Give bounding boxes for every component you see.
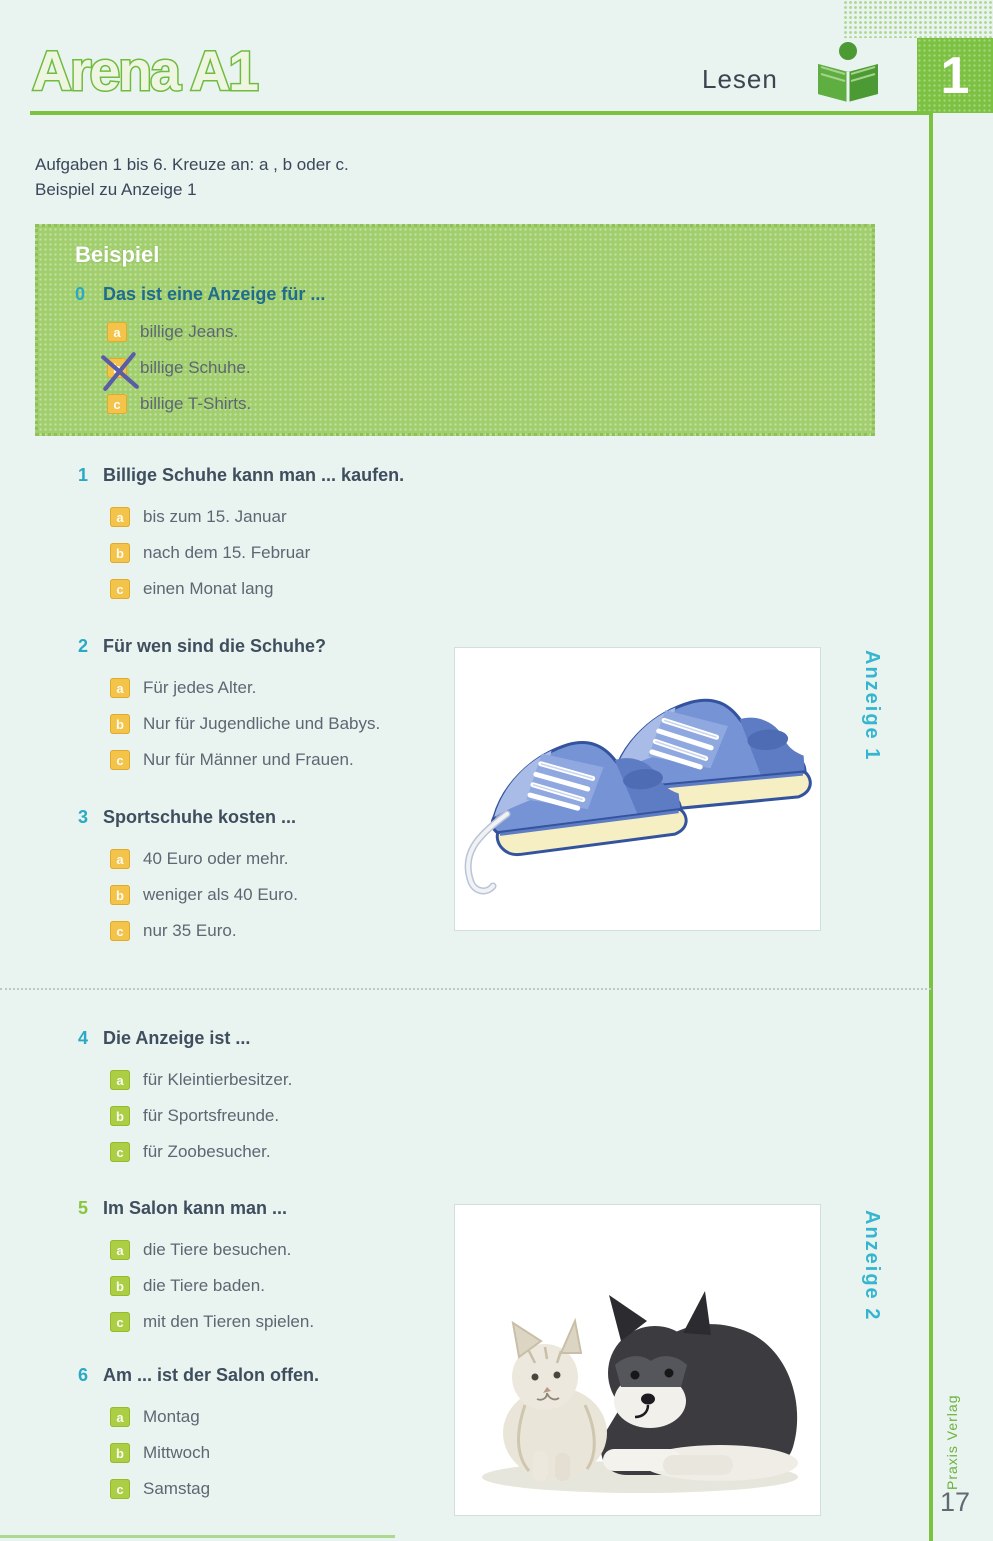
- option-row-2a: [110, 670, 478, 706]
- option-text-2-b: Nur für Jugendliche und Babys.: [143, 714, 381, 733]
- option-text-4-b: für Sportsfreunde.: [143, 1106, 280, 1125]
- option-row-6a: [110, 1399, 478, 1435]
- option-row-3b: [110, 877, 478, 913]
- question-4-text: Die Anzeige ist ...: [103, 1028, 251, 1048]
- option-text-5-b: die Tiere baden.: [143, 1276, 265, 1295]
- question-3: [78, 805, 478, 949]
- checkbox-5-b[interactable]: b: [110, 1276, 130, 1296]
- option-row-2c: [110, 742, 478, 778]
- option-text-3-b: weniger als 40 Euro.: [143, 885, 298, 904]
- reader-icon: [808, 38, 884, 108]
- question-2: [78, 634, 478, 778]
- checkbox-6-b[interactable]: b: [110, 1443, 130, 1463]
- sneakers-illustration: [455, 648, 820, 930]
- checkbox-2-a[interactable]: a: [110, 678, 130, 698]
- option-text-6-a: Montag: [143, 1407, 200, 1426]
- checkbox-4-a[interactable]: a: [110, 1070, 130, 1090]
- question-4: [78, 1026, 478, 1170]
- checkbox-3-b[interactable]: b: [110, 885, 130, 905]
- option-text-3-a: 40 Euro oder mehr.: [143, 849, 289, 868]
- checkbox-6-a[interactable]: a: [110, 1407, 130, 1427]
- checkbox-1-a[interactable]: a: [110, 507, 130, 527]
- option-text-1-c: einen Monat lang: [143, 579, 274, 598]
- corner-halftone-decoration: [843, 0, 993, 38]
- beispiel-options: [107, 314, 872, 422]
- checkbox-6-c[interactable]: c: [110, 1479, 130, 1499]
- instruction-line-1: Aufgaben 1 bis 6. Kreuze an: a , b oder c.: [35, 155, 349, 174]
- checkbox-2-c[interactable]: c: [110, 750, 130, 770]
- instruction-line-2: Beispiel zu Anzeige 1: [35, 180, 197, 199]
- anzeige1-label: Anzeige 1: [861, 650, 883, 762]
- option-text-0-b: billige Schuhe.: [140, 358, 251, 377]
- question-6-text: Am ... ist der Salon offen.: [103, 1365, 320, 1385]
- option-row-1c: [110, 571, 478, 607]
- option-text-6-b: Mittwoch: [143, 1443, 211, 1462]
- question-2-number: 2: [78, 636, 89, 656]
- question-6-number: 6: [78, 1365, 89, 1385]
- instructions: [35, 152, 349, 202]
- anzeige2-image: [455, 1205, 820, 1515]
- section-divider: [0, 988, 931, 990]
- option-row-0b: [107, 350, 872, 386]
- checkbox-0-c[interactable]: c: [107, 394, 127, 414]
- checkbox-2-b[interactable]: b: [110, 714, 130, 734]
- beispiel-title: Beispiel: [75, 242, 160, 267]
- option-row-5b: [110, 1268, 478, 1304]
- question-5-number: 5: [78, 1198, 89, 1218]
- checkbox-4-b[interactable]: b: [110, 1106, 130, 1126]
- checkbox-1-b[interactable]: b: [110, 543, 130, 563]
- option-text-3-c: nur 35 Euro.: [143, 921, 237, 940]
- option-row-1a: [110, 499, 478, 535]
- pets-illustration: [455, 1205, 820, 1515]
- unit-number: 1: [940, 46, 970, 105]
- option-row-2b: [110, 706, 478, 742]
- option-row-1b: [110, 535, 478, 571]
- cross-mark: [99, 350, 141, 392]
- right-margin-rule: [929, 111, 933, 1541]
- question-6: [78, 1363, 478, 1507]
- unit-number-badge: [917, 38, 993, 113]
- option-text-0-a: billige Jeans.: [140, 322, 239, 341]
- publisher-credit: Praxis Verlag: [944, 1394, 960, 1490]
- question-1: [78, 463, 478, 607]
- option-row-0a: [107, 314, 872, 350]
- question-3-number: 3: [78, 807, 89, 827]
- beispiel-question: Das ist eine Anzeige für ...: [103, 284, 326, 304]
- option-row-5c: [110, 1304, 478, 1340]
- option-text-1-a: bis zum 15. Januar: [143, 507, 287, 526]
- anzeige2-label: Anzeige 2: [861, 1210, 883, 1322]
- checkbox-0-a[interactable]: a: [107, 322, 127, 342]
- question-1-text: Billige Schuhe kann man ... kaufen.: [103, 465, 405, 485]
- option-row-4b: [110, 1098, 478, 1134]
- checkbox-1-c[interactable]: c: [110, 579, 130, 599]
- checkbox-5-c[interactable]: c: [110, 1312, 130, 1332]
- beispiel-question-row: [75, 282, 872, 306]
- question-3-text: Sportschuhe kosten ...: [103, 807, 297, 827]
- section-label: Lesen: [702, 64, 778, 94]
- checkbox-5-a[interactable]: a: [110, 1240, 130, 1260]
- question-4-number: 4: [78, 1028, 89, 1048]
- question-5: [78, 1196, 478, 1340]
- checkbox-3-c[interactable]: c: [110, 921, 130, 941]
- option-text-2-a: Für jedes Alter.: [143, 678, 257, 697]
- kitten: [503, 1321, 607, 1481]
- checkbox-0-b[interactable]: b: [107, 358, 127, 378]
- option-text-4-a: für Kleintierbesitzer.: [143, 1070, 293, 1089]
- option-text-0-c: billige T-Shirts.: [140, 394, 252, 413]
- option-text-4-c: für Zoobesucher.: [143, 1142, 271, 1161]
- beispiel-number: 0: [75, 284, 86, 304]
- option-row-6c: [110, 1471, 478, 1507]
- page-number: 17: [940, 1487, 971, 1517]
- option-row-3a: [110, 841, 478, 877]
- question-2-text: Für wen sind die Schuhe?: [103, 636, 327, 656]
- option-text-5-c: mit den Tieren spielen.: [143, 1312, 315, 1331]
- option-text-2-c: Nur für Männer und Frauen.: [143, 750, 354, 769]
- page-title-logo: [28, 28, 308, 106]
- option-row-0c: [107, 386, 872, 422]
- option-row-3c: [110, 913, 478, 949]
- beispiel-box: [35, 224, 875, 436]
- option-row-5a: [110, 1232, 478, 1268]
- anzeige1-image: [455, 648, 820, 930]
- option-text-1-b: nach dem 15. Februar: [143, 543, 311, 562]
- option-text-5-a: die Tiere besuchen.: [143, 1240, 292, 1259]
- checkbox-3-a[interactable]: a: [110, 849, 130, 869]
- bottom-edge-rule: [0, 1535, 395, 1538]
- husky-puppy: [601, 1291, 798, 1481]
- option-text-6-c: Samstag: [143, 1479, 211, 1498]
- option-row-4a: [110, 1062, 478, 1098]
- checkbox-4-c[interactable]: c: [110, 1142, 130, 1162]
- page-title: Arena A1: [32, 39, 258, 102]
- question-1-number: 1: [78, 465, 89, 485]
- header-rule: [30, 111, 931, 115]
- option-row-6b: [110, 1435, 478, 1471]
- option-row-4c: [110, 1134, 478, 1170]
- question-5-text: Im Salon kann man ...: [103, 1198, 288, 1218]
